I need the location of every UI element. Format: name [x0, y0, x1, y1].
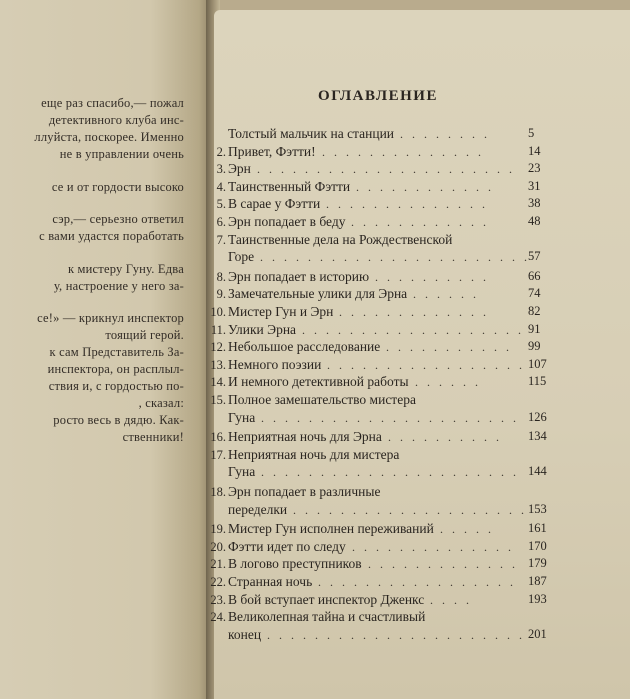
toc-entry-page: 82 [528, 304, 541, 318]
toc-dot-leader: . . . . . [440, 522, 494, 537]
toc-entry-page: 126 [528, 409, 547, 424]
left-text-line: ствия и, с гордостью по- [48, 379, 184, 393]
toc-entry-number: 4. [216, 179, 226, 194]
toc-entry-title: Немного поэзии [228, 356, 322, 372]
toc-entry-number: 18. [210, 485, 226, 499]
toc-entry-number: 8. [216, 269, 226, 284]
toc-entry-number: 16. [210, 430, 226, 445]
left-text-line: еще раз спасибо,— пожал [41, 96, 184, 110]
toc-entry-title: Эрн [228, 161, 251, 177]
toc-entry-page: 14 [528, 143, 541, 158]
toc-dot-leader: . . . . . . . . . . . . . . . . . [318, 575, 516, 589]
toc-entry-number: 24. [210, 610, 226, 625]
toc-entry-page: 187 [528, 574, 547, 588]
toc-dot-leader: . . . . . . . . . . . . . . [326, 197, 488, 212]
toc-entry-page: 179 [528, 556, 547, 571]
toc-entry-number: 15. [210, 393, 226, 407]
left-text-line: к мистеру Гуну. Едва [67, 262, 184, 276]
toc-entry-number: 11. [210, 322, 226, 337]
toc-dot-leader: . . . . . . . . . . . . . . . . . . . . . . [261, 410, 519, 425]
left-text-line: к сам Представитель За- [49, 345, 184, 359]
toc-entry-title: Эрн попадает в различные [228, 484, 381, 499]
toc-dot-leader: . . . . . . . . . . . . . [339, 305, 489, 319]
toc-dot-leader: . . . . . . . . . . . . . . . . . . . . . . . [260, 250, 530, 265]
toc-entry-title: Неприятная ночь для мистера [228, 446, 400, 462]
toc-entry-number: 23. [210, 592, 226, 607]
toc-dot-leader: . . . . . . . . . . . . . . [322, 144, 484, 159]
toc-entry-page: 161 [528, 521, 547, 536]
toc-entry-title: И немного детективной работы [228, 374, 409, 390]
toc-entry-page: 153 [528, 501, 547, 516]
left-text-line: не в управлении очень [59, 147, 184, 161]
toc-entry-title: В бой вступает инспектор Дженкс [228, 591, 425, 607]
toc-entry-page: 170 [528, 538, 547, 553]
toc-entry-title: Мистер Гун и Эрн [228, 304, 334, 319]
toc-dot-leader: . . . . . . . . . . . . . . [352, 539, 514, 554]
toc-entry-number: 14. [210, 375, 226, 390]
toc-entry-title: Таинственный Фэтти [228, 178, 351, 194]
toc-entry-title: Улики Эрна [228, 321, 297, 337]
toc-entry-title: Эрн попадает в историю [228, 268, 370, 284]
toc-entry-number: 17. [210, 447, 226, 462]
toc-entry-page: 99 [528, 339, 541, 354]
toc-entry-page: 193 [528, 591, 547, 606]
left-text-line: сэр,— серьезно ответил [52, 212, 184, 226]
left-text-line: се!» — крикнул инспектор [37, 311, 184, 325]
toc-entry-page: 91 [528, 321, 541, 336]
toc-entry-title: Великолепная тайна и счастливый [228, 609, 426, 625]
toc-entry-title: Горе [228, 249, 255, 265]
toc-entry-page: 31 [528, 178, 541, 193]
toc-entry-title: Фэтти идет по следу [228, 538, 346, 554]
toc-entry-title: Гуна [228, 464, 256, 480]
toc-entry-title: Замечательные улики для Эрна [228, 286, 408, 302]
toc-entry-number: 13. [210, 357, 226, 372]
toc-entry-page: 66 [528, 268, 541, 283]
toc-entry-title: Эрн попадает в беду [228, 214, 346, 229]
toc-dot-leader: . . . . . . . . [400, 127, 490, 141]
left-text-line: се и от гордости высоко [51, 180, 184, 194]
toc-dot-leader: . . . . . . . . . . [375, 269, 489, 284]
toc-dot-leader: . . . . . . . . . . . . . . . . . . . . . . [267, 627, 525, 642]
toc-dot-leader: . . . . . . . . . . . . . . . . . . . . [293, 502, 527, 517]
toc-entry-page: 38 [528, 196, 541, 211]
toc-entry-page: 201 [528, 626, 547, 641]
toc-entry-page: 107 [528, 356, 547, 371]
left-page [0, 0, 214, 699]
toc-title: ОГЛАВЛЕНИЕ [318, 88, 438, 104]
toc-dot-leader: . . . . . . . . . . . [386, 340, 512, 355]
toc-entry-title: Толстый мальчик на станции [228, 126, 395, 141]
toc-dot-leader: . . . . . . . . . . . . . . . . . [327, 357, 525, 372]
toc-entry-page: 23 [528, 161, 541, 176]
left-text-line: ллуйста, поскорее. Именно [34, 130, 184, 144]
toc-entry-title: Странная ночь [228, 574, 313, 589]
toc-dot-leader: . . . . . . . . . . . . . . . . . . . . . . [257, 162, 515, 177]
toc-entry-title: Мистер Гун исполнен переживаний [228, 521, 434, 537]
toc-entry-number: 2. [216, 144, 226, 159]
toc-entry-title: Небольшое расследование [228, 339, 381, 355]
toc-entry-number: 9. [216, 287, 226, 302]
toc-dot-leader: . . . . . . . . . . . . . . . . . . . . . . [261, 465, 519, 480]
toc-entry-page: 144 [528, 464, 547, 479]
left-text-line: ственники! [122, 430, 184, 444]
toc-entry-title: Полное замешательство мистера [228, 392, 416, 407]
toc-entry-title: Таинственные дела на Рождественской [228, 231, 453, 247]
toc-dot-leader: . . . . . . . . . . . . . . . . . . . [302, 322, 524, 337]
left-text-line: тоящий герой. [105, 328, 184, 342]
toc-entry-number: 7. [216, 232, 226, 247]
toc-entry-number: 19. [210, 522, 226, 537]
toc-entry-title: Привет, Фэтти! [228, 143, 316, 159]
toc-entry-title: Неприятная ночь для Эрна [228, 429, 382, 445]
toc-dot-leader: . . . . [430, 592, 472, 607]
toc-entry-number: 12. [210, 340, 226, 355]
toc-dot-leader: . . . . . . [415, 375, 481, 390]
toc-entry-title: Гуна [228, 409, 256, 425]
toc-entry-number: 10. [210, 305, 226, 319]
toc-entry-page: 74 [528, 286, 541, 301]
toc-entry-number: 6. [216, 215, 226, 229]
toc-dot-leader: . . . . . . . . . . . . . [368, 557, 518, 572]
toc-entry-page: 5 [528, 126, 535, 140]
toc-entry-title: переделки [228, 501, 288, 517]
toc-dot-leader: . . . . . . . . . . [388, 430, 502, 445]
right-page [210, 10, 630, 699]
toc-entry-title: В логово преступников [228, 556, 362, 572]
toc-entry-number: 22. [210, 575, 226, 589]
toc-entry-page: 48 [528, 214, 541, 228]
toc-dot-leader: . . . . . . . . . . . . [356, 179, 494, 194]
toc-entry-number: 5. [216, 197, 226, 212]
left-text-line: с вами удастся поработать [39, 229, 184, 243]
toc-entry-page: 134 [528, 429, 547, 444]
toc-entry-number: 20. [210, 539, 226, 554]
left-text-line: инспектора, он расплыл- [47, 362, 184, 376]
left-text-line: детективного клуба инс- [48, 113, 184, 127]
toc-entry-page: 115 [528, 374, 547, 389]
left-text-line: росто весь в дядю. Как- [53, 413, 184, 427]
toc-entry-title: В сарае у Фэтти [228, 196, 321, 212]
left-text-line: у, настроение у него за- [53, 279, 184, 293]
toc-dot-leader: . . . . . . [413, 287, 479, 302]
toc-entry-title: конец [228, 626, 262, 642]
toc-dot-leader: . . . . . . . . . . . . [351, 215, 489, 229]
toc-entry-page: 57 [528, 249, 541, 264]
left-text-line: , сказал: [138, 396, 184, 410]
toc-entry-number: 21. [210, 557, 226, 572]
toc-entry-number: 3. [216, 162, 226, 177]
